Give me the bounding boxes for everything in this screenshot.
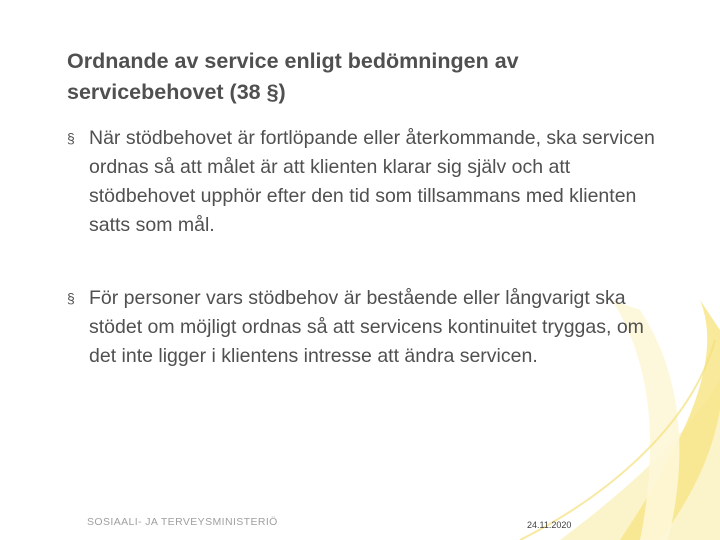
bullet-text: När stödbehovet är fortlöpande eller återkommande, ska servicen ordnas så att målet är att klienten klarar sig själv och att stödbehovet upphör efter den tid som tillsammans med klienten satts som mål. [89,127,655,236]
footer-date: 24.11.2020 [527,520,572,530]
footer-organization-logo: SOSIAALI- JA TERVEYSMINISTERIÖ [87,516,278,528]
bullet-list [67,124,667,371]
bullet-item [67,124,667,240]
slide-title: Ordnande av service enligt bedömningen av servicebehovet (38 §) [67,49,519,104]
section-sign-icon: § [67,290,75,306]
section-sign-icon: § [67,130,75,146]
bullet-item [67,284,667,371]
bullet-text: För personer vars stödbehov är bestående eller långvarigt ska stödet om möjligt ordnas så att servicens kontinuitet tryggas, om det inte ligger i klientens intresse att ändra servicen. [89,287,644,367]
